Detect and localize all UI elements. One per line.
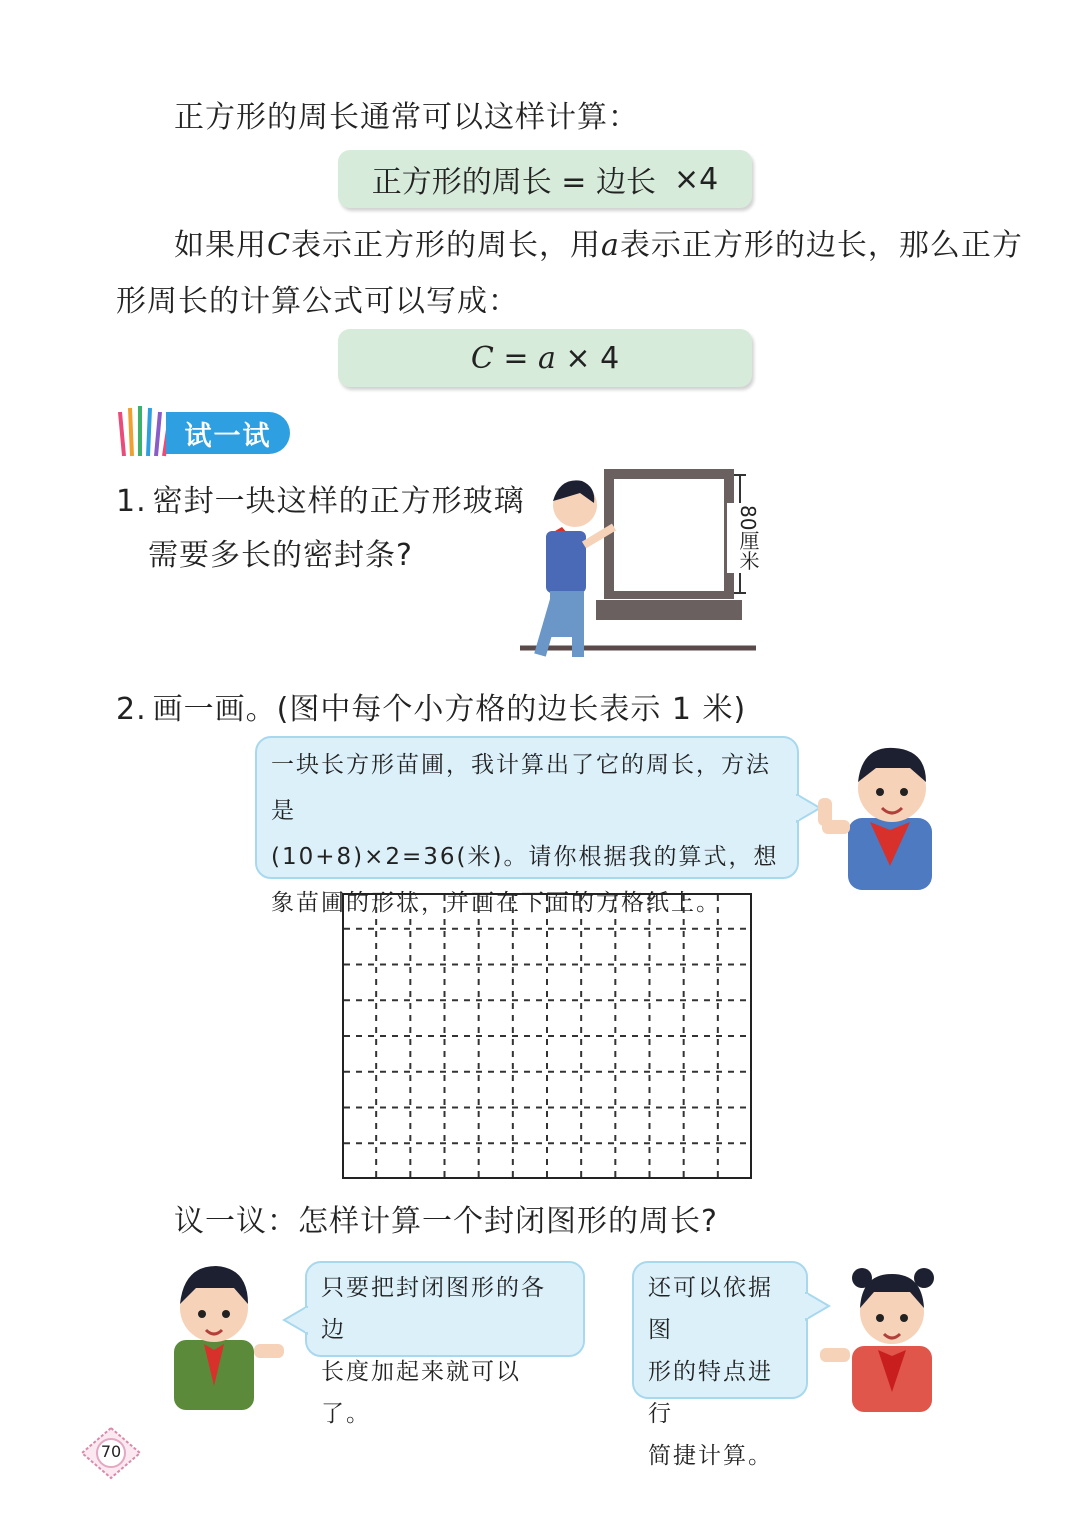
left-speech-line-1: 只要把封闭图形的各边 [321,1275,546,1343]
right-speech-line-1: 还可以依据图 [648,1275,773,1343]
q1-number: 1. [116,484,147,519]
pointing-boy-image [812,734,942,894]
q2-number: 2. [116,692,147,727]
square-grid-paper[interactable] [342,893,752,1179]
definition-text-3: 表示正方形的边长，那么正方 [619,228,1023,263]
intro-text: 正方形的周长通常可以这样计算： [174,100,639,135]
q1-line-1 [116,482,525,522]
boy-speech-bubble [255,736,799,916]
boy-speech-line-1: 一块长方形苗圃，我计算出了它的周长，方法是 [271,752,771,824]
q1-line-2: 需要多长的密封条? [148,538,413,573]
perimeter-formula-box [338,150,752,208]
q2-text: 画一画。(图中每个小方格的边长表示 1 米) [152,692,747,727]
glass-illustration [520,465,765,675]
right-speech-line-2: 形的特点进行 [648,1359,773,1427]
definition-line-2: 形周长的计算公式可以写成： [116,284,519,319]
definition-text-2: 表示正方形的周长，用 [290,228,601,263]
boy-speech-line-3: 象苗圃的形状，并画在下面的方格纸上。 [271,890,721,916]
section-tag [118,404,293,460]
left-boy-image [160,1254,290,1414]
dimension-label: 80厘米 [727,503,769,573]
right-speech-line-3: 简捷计算。 [648,1443,773,1469]
formula-a: a [538,340,556,376]
formula-multiplier: ×4 [673,161,719,197]
page-number: 70 [100,1442,122,1461]
right-girl-image [814,1256,950,1416]
var-c: C [267,228,291,263]
var-a: a [600,228,620,263]
page-number-badge [80,1426,142,1480]
definition-line-1 [174,226,1023,266]
section-title-badge [166,412,290,454]
boy-speech-line-2: (10+8)×2=36(米)。请你根据我的算式，想 [271,844,779,870]
section-title: 试一试 [184,420,272,452]
right-speech-bubble [632,1261,808,1469]
symbol-formula-box [338,329,752,387]
formula-text: 正方形的周长 = 边长 [371,165,656,200]
left-bubble-tail [282,1306,308,1336]
formula-rest: × 4 [555,340,620,376]
discuss-text: 议一议：怎样计算一个封闭图形的周长? [174,1204,718,1239]
definition-text-1: 如果用 [174,228,267,263]
left-speech-bubble [305,1261,585,1427]
q2-line [116,690,746,730]
formula-eq: = [493,340,538,376]
formula-c: C [470,340,494,376]
q1-text-1: 密封一块这样的正方形玻璃 [152,484,525,519]
grid-lines [344,895,750,1177]
left-speech-line-2: 长度加起来就可以了。 [321,1359,521,1427]
